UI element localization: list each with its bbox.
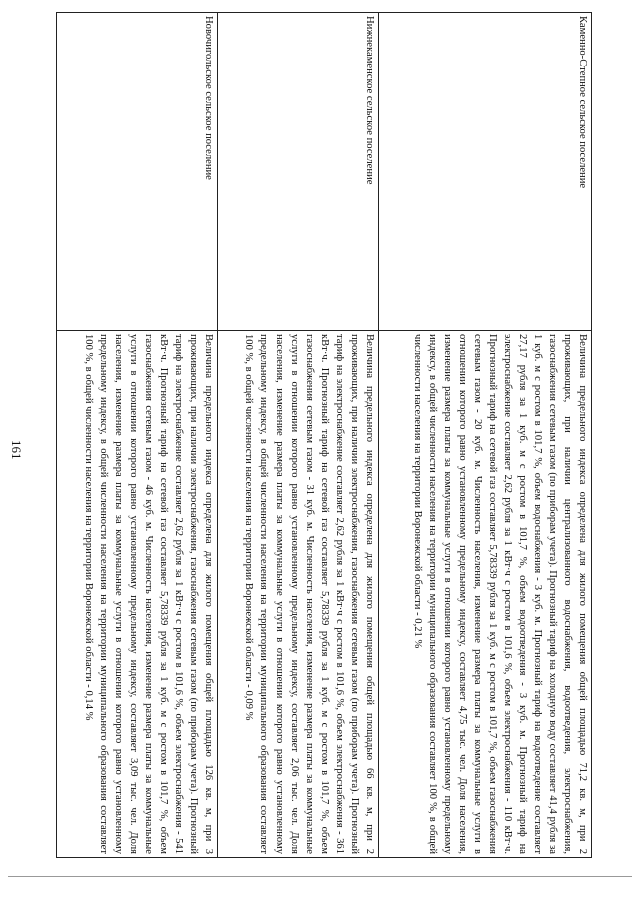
settlement-name: Нижнекаменское сельское поселение (217, 13, 378, 331)
rotated-page-content (56, 12, 592, 858)
table-row (378, 13, 591, 858)
page-bottom-rule (8, 876, 632, 877)
settlement-name: Новочигольское сельское поселение (57, 13, 218, 331)
settlement-name: Каменно-Степное сельское поселение (378, 13, 591, 331)
table-row (217, 13, 378, 858)
index-description: Величина предельного индекса определена для жилого помещения общей площадью 126 кв. м, при 3 проживающих, при наличии электроснабжения, газоснабжения сетевым газом (по приборам учета). Прогнозный тариф на электроснабжение составляет 2,62 рубля за 1 кВт·ч с ростом в 101,6 %, объем электроснабжения - 541 кВт·ч. Прогнозный тариф на сетевой газ составляет 5,78339 рубля за 1 куб. м с ростом в 101,7 %, объем газоснабжения сетевым газом - 46 куб. м. Численность населения, изменение размера платы за коммунальные услуги в отношении которого равно установленному предельному индексу, составляет 3,09 тыс. чел. Доля населения, изменение размера платы за коммунальные услуги в отношении которого равно установленному предельному индексу, в общей численности населения на территории муниципального образования составляет 100 %, в общей численности населения на территории Воронежской области - 0,14 % (57, 331, 218, 858)
table-row (57, 13, 218, 858)
index-description: Величина предельного индекса определена для жилого помещения общей площадью 66 кв. м, при 2 проживающих, при наличии электроснабжения, газоснабжения сетевым газом (по приборам учета). Прогнозный тариф на электроснабжение составляет 2,62 рубля за 1 кВт·ч с ростом в 101,6 %, объем электроснабжения - 361 кВт·ч. Прогнозный тариф на сетевой газ составляет 5,78339 рубля за 1 куб. м с ростом в 101,7 %, объем газоснабжения сетевым газом - 31 куб. м. Численность населения, изменение размера платы за коммунальные услуги в отношении которого равно установленному предельному индексу, составляет 2,06 тыс. чел. Доля населения, изменение размера платы за коммунальные услуги в отношении которого равно установленному предельному индексу, в общей численности населения на территории муниципального образования составляет 100 %, в общей численности населения на территории Воронежской области - 0,09 % (217, 331, 378, 858)
page-number: 161 (9, 440, 24, 460)
index-description: Величина предельного индекса определена для жилого помещения общей площадью 71,2 кв. м, при 2 проживающих, при наличии централизованного водоснабжения, водоотведения, электроснабжения, газоснабжения сетевым газом (по приборам учета). Прогнозный тариф на холодную воду составляет 41,4 рубля за 1 куб. м с ростом в 101,7 %, объем водоснабжения - 3 куб. м. Прогнозный тариф на водоотведение составляет 27,17 рубля за 1 куб. м с ростом в 101,7 %, объем водоотведения - 3 куб. м. Прогнозный тариф на электроснабжение составляет 2,62 рубля за 1 кВт·ч с ростом в 101,6 %, объем электроснабжения - 110 кВт·ч. Прогнозный тариф на сетевой газ составляет 5,78339 рубля за 1 куб. м с ростом в 101,7 %, объем газоснабжения сетевым газом - 20 куб. м. Численность населения, изменение размера платы за коммунальные услуги в отношении которого равно установленному предельному индексу, составляет 4,75 тыс. чел. Доля населения, изменение размера платы за коммунальные услуги в отношении которого равно установленному предельному индексу, в общей численности населения на территории муниципального образования составляет 100 %, в общей численности населения на территории Воронежской области - 0,21 % (378, 331, 591, 858)
tariff-index-table (56, 12, 592, 858)
